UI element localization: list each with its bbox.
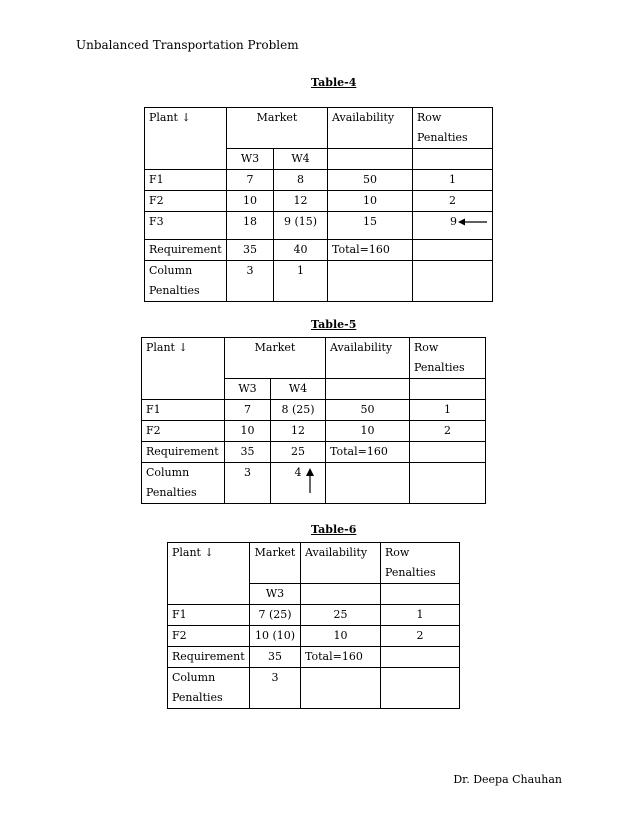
table-row: F1 7 (25) 25 1 [168, 605, 460, 626]
requirement-row: Requirement 35 Total=160 [168, 647, 460, 668]
plant-header: Plant ↓ [145, 108, 227, 170]
row-penalties-header: Row Penalties [413, 108, 493, 149]
market-header: Market [227, 108, 328, 149]
table6 [167, 542, 460, 709]
table-row: F2 10 12 10 2 [145, 191, 493, 212]
up-arrow-icon [305, 468, 315, 494]
table-row: F2 10 12 10 2 [142, 421, 486, 442]
col-w3: W3 [250, 584, 301, 605]
table4 [144, 107, 493, 302]
plant-header: Plant ↓ [142, 338, 225, 400]
availability-header: Availability [328, 108, 413, 149]
col-w3: W3 [227, 149, 274, 170]
column-penalties-row: Column Penalties 3 4 [142, 463, 486, 504]
column-penalties-row: Column Penalties 3 1 [145, 261, 493, 302]
requirement-row: Requirement 35 40 Total=160 [145, 240, 493, 261]
row-penalties-header: Row Penalties [381, 543, 460, 584]
availability-header: Availability [301, 543, 381, 584]
availability-header: Availability [326, 338, 410, 379]
table-row: F3 18 9 (15) 15 9 [145, 212, 493, 240]
table-row: F1 7 8 (25) 50 1 [142, 400, 486, 421]
table5-caption: Table-5 [311, 318, 357, 331]
plant-header: Plant ↓ [168, 543, 250, 605]
col-w3: W3 [225, 379, 271, 400]
row-penalties-header: Row Penalties [410, 338, 486, 379]
table4-caption: Table-4 [311, 76, 357, 89]
table-row: F2 10 (10) 10 2 [168, 626, 460, 647]
table-row: F1 7 8 50 1 [145, 170, 493, 191]
market-header: Market [225, 338, 326, 379]
column-penalties-row: Column Penalties 3 [168, 668, 460, 709]
table6-caption: Table-6 [311, 523, 357, 536]
market-header: Market [250, 543, 301, 584]
penalty-selected-cell: 9 [413, 212, 493, 240]
col-w4: W4 [271, 379, 326, 400]
left-arrow-icon [458, 218, 488, 226]
page-header: Unbalanced Transportation Problem [76, 38, 299, 52]
requirement-row: Requirement 35 25 Total=160 [142, 442, 486, 463]
page-footer: Dr. Deepa Chauhan [453, 773, 562, 786]
col-w4: W4 [274, 149, 328, 170]
